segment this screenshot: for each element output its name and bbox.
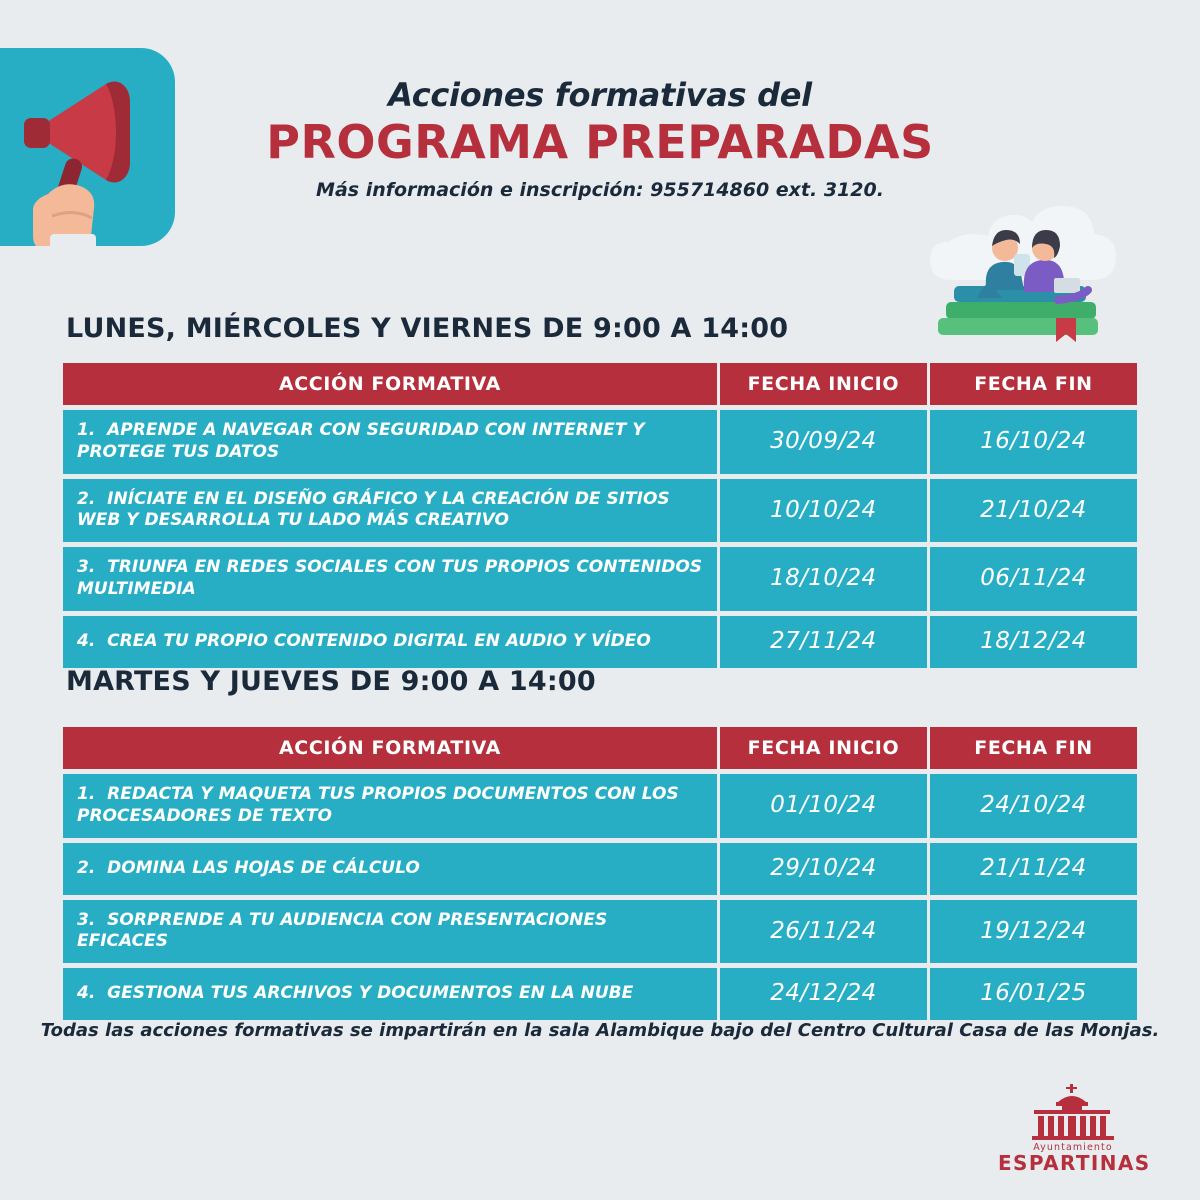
table-row (63, 774, 1137, 838)
cell-start-date: 26/11/24 (720, 900, 927, 964)
row-action-text: CREA TU PROPIO CONTENIDO DIGITAL EN AUDIO Y VÍDEO (107, 630, 651, 651)
cell-start-date: 29/10/24 (720, 843, 927, 895)
cell-action (63, 900, 717, 964)
cell-end-date: 19/12/24 (930, 900, 1137, 964)
cell-action (63, 616, 717, 668)
row-index: 2. (77, 857, 96, 878)
row-action-text: GESTIONA TUS ARCHIVOS Y DOCUMENTOS EN LA NUBE (107, 983, 634, 1004)
row-action-text: SORPRENDE A TU AUDIENCIA CON PRESENTACIONES EFICACES (77, 909, 608, 952)
schedule-table-1 (60, 358, 1140, 673)
megaphone-badge (0, 48, 175, 246)
table-header-row (63, 727, 1137, 769)
table-row (63, 843, 1137, 895)
row-action-text: TRIUNFA EN REDES SOCIALES CON TUS PROPIOS CONTENIDOS MULTIMEDIA (77, 557, 703, 599)
cell-end-date: 21/10/24 (930, 479, 1137, 543)
schedule-table-2 (60, 722, 1140, 1025)
table-row (63, 410, 1137, 474)
cell-start-date: 30/09/24 (720, 410, 927, 474)
cell-action (63, 843, 717, 895)
table-header-row (63, 363, 1137, 405)
logo-subtitle: Ayuntamiento (1033, 1142, 1113, 1153)
cell-start-date: 24/12/24 (720, 968, 927, 1020)
cell-end-date: 16/10/24 (930, 410, 1137, 474)
row-action-text: APRENDE A NAVEGAR CON SEGURIDAD CON INTERNET Y PROTEGE TUS DATOS (77, 420, 645, 462)
table-row (63, 968, 1137, 1020)
logo-name: ESPARTINAS (998, 1151, 1151, 1175)
row-index: 1. (77, 420, 96, 440)
header-contact: Más información e inscripción: 955714860 ext. 3120. (316, 179, 884, 202)
cell-end-date: 24/10/24 (930, 774, 1137, 838)
cell-action (63, 410, 717, 474)
row-index: 1. (77, 784, 96, 804)
table-row (63, 616, 1137, 668)
cell-start-date: 10/10/24 (720, 479, 927, 543)
cell-start-date: 27/11/24 (720, 616, 927, 668)
cell-end-date: 16/01/25 (930, 968, 1137, 1020)
table-row (63, 479, 1137, 543)
poster-header (180, 78, 1020, 201)
section-title-2: MARTES Y JUEVES DE 9:00 A 14:00 (66, 666, 596, 697)
cell-start-date: 01/10/24 (720, 774, 927, 838)
cell-action (63, 547, 717, 611)
cell-action (63, 774, 717, 838)
row-action-text: REDACTA Y MAQUETA TUS PROPIOS DOCUMENTOS CON LOS PROCESADORES DE TEXTO (77, 784, 679, 826)
table-row (63, 900, 1137, 964)
townhall-icon (1028, 1082, 1118, 1140)
cell-action (63, 968, 717, 1020)
cell-action (63, 479, 717, 543)
column-header-end-date: FECHA FIN (930, 727, 1137, 769)
row-index: 4. (77, 630, 96, 651)
row-index: 2. (77, 488, 96, 509)
row-index: 3. (77, 557, 96, 577)
row-action-text: INÍCIATE EN EL DISEÑO GRÁFICO Y LA CREACIÓN DE SITIOS WEB Y DESARROLLA TU LADO MÁS CREATIVO (77, 488, 670, 531)
column-header-start-date: FECHA INICIO (720, 363, 927, 405)
column-header-action: ACCIÓN FORMATIVA (63, 363, 717, 405)
section-title-1: LUNES, MIÉRCOLES Y VIERNES DE 9:00 A 14:00 (66, 313, 789, 344)
row-index: 3. (77, 909, 96, 930)
cell-end-date: 18/12/24 (930, 616, 1137, 668)
footnote: Todas las acciones formativas se impartirán en la sala Alambique bajo del Centro Cultural Casa de las Monjas. (40, 1020, 1160, 1041)
column-header-start-date: FECHA INICIO (720, 727, 927, 769)
row-index: 4. (77, 983, 96, 1004)
row-action-text: DOMINA LAS HOJAS DE CÁLCULO (107, 857, 420, 878)
table-row (63, 547, 1137, 611)
cell-end-date: 06/11/24 (930, 547, 1137, 611)
column-header-end-date: FECHA FIN (930, 363, 1137, 405)
megaphone-icon (0, 48, 175, 246)
cell-end-date: 21/11/24 (930, 843, 1137, 895)
header-eyebrow: Acciones formativas del (388, 76, 812, 114)
cell-start-date: 18/10/24 (720, 547, 927, 611)
logo (998, 1082, 1151, 1175)
page-title: PROGRAMA PREPARADAS (266, 115, 934, 170)
students-reading-icon (908, 182, 1138, 357)
column-header-action: ACCIÓN FORMATIVA (63, 727, 717, 769)
students-reading-illustration (908, 182, 1138, 357)
